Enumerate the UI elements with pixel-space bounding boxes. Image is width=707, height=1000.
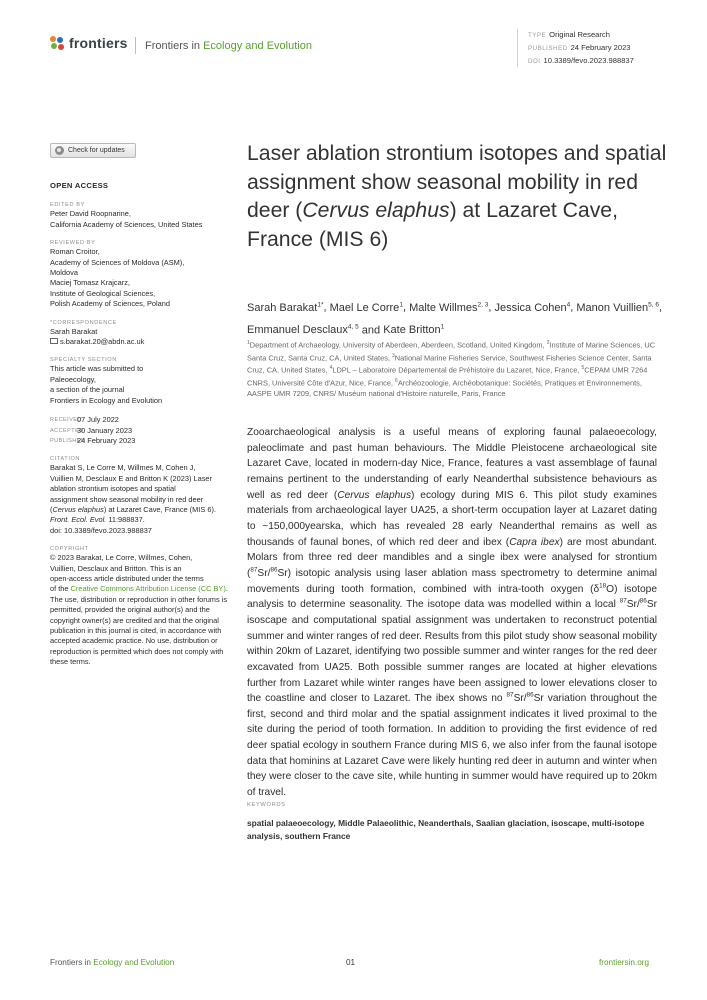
reviewer-line: Institute of Geological Sciences, bbox=[50, 288, 156, 298]
brand-name: frontiers bbox=[69, 35, 128, 51]
copyright-line: open-access article distributed under the terms bbox=[50, 573, 204, 583]
reviewer-line: Roman Croitor, bbox=[50, 247, 100, 257]
correspondence-email[interactable]: s.barakat.20@abdn.ac.uk bbox=[50, 337, 240, 347]
meta-type: TYPE Original Research bbox=[528, 30, 610, 39]
sidebar bbox=[50, 181, 240, 668]
copyright-line: © 2023 Barakat, Le Corre, Willmes, Cohen, bbox=[50, 553, 193, 563]
author[interactable]: Sarah Barakat$^{1*}$ bbox=[247, 301, 324, 314]
footer-site-link[interactable]: frontiersin.org bbox=[599, 958, 650, 967]
citation-line: Front. Ecol. Evol. 11:988837. bbox=[50, 515, 145, 525]
update-icon bbox=[55, 146, 64, 155]
page-number: 01 bbox=[346, 958, 356, 967]
affiliations: $^1$Department of Archaeology, University of Aberdeen, Aberdeen, Scotland, United Kingdom, $^2$Institute of Marine Sciences, UC Santa Cruz, Santa Cruz, CA, United States, $^3$National Marine Fisheries Service, Southwest Fisheries Science Center, Santa Cruz, CA, United States, $^4$LDPL – Laboratoire Départemental de Préhistoire du Lazaret, Nice, France, $^5$CEPAM UMR 7264 CNRS, Université Côte d'Azur, Nice, France, $^6$Archéozoologie, Archéobotanique: Sociétés, Pratiques et Environnements, AASPE UMR 7209, CNRS/ Muséum national d'Histoire naturelle, Paris, France bbox=[247, 340, 656, 398]
check-for-updates-button[interactable] bbox=[50, 143, 136, 158]
reviewer-line: Academy of Sciences of Moldova (ASM), bbox=[50, 257, 185, 267]
frontiers-logo[interactable] bbox=[50, 35, 128, 51]
edited-by-line: California Academy of Sciences, United States bbox=[50, 219, 203, 229]
reviewer-line: Polish Academy of Sciences, Poland bbox=[50, 299, 170, 309]
author[interactable]: Malte Willmes$^{2, 3}$ bbox=[409, 301, 489, 314]
meta-doi: DOI 10.3389/fevo.2023.988837 bbox=[528, 55, 634, 65]
correspondence-heading: *CORRESPONDENCE bbox=[50, 319, 117, 326]
copyright-body: of the Creative Commons Attribution License (CC BY). The use, distribution or reproduction in other forums is permitted, provided the original author(s) and the copyright owner(s) are credited and that the original publication in this journal is cited, in accordance with accepted academic practice. No use, distribution or reproduction is permitted which does not comply with these terms. bbox=[50, 584, 228, 667]
article-meta bbox=[517, 29, 634, 67]
citation-doi[interactable]: doi: 10.3389/fevo.2023.988837 bbox=[50, 525, 152, 535]
date-accepted: ACCEPTED 30 January 2023 bbox=[50, 425, 133, 435]
author[interactable]: Manon Vuillien$^{5, 6}$ bbox=[576, 301, 659, 314]
article-title: Laser ablation strontium isotopes and spatial assignment show seasonal mobility in red deer (Cervus elaphus) at Lazaret Cave, France (MIS 6) bbox=[247, 142, 667, 251]
journal-prefix: Frontiers in bbox=[145, 40, 201, 52]
citation-line: Barakat S, Le Corre M, Willmes M, Cohen J, bbox=[50, 463, 196, 473]
keywords: spatial palaeoecology, Middle Palaeolithic, Neanderthals, Saalian glaciation, isoscape, multi-isotope analysis, southern France bbox=[247, 818, 645, 842]
date-received: RECEIVED 07 July 2022 bbox=[50, 415, 119, 425]
edited-by-heading: EDITED BY bbox=[50, 202, 85, 209]
specialty-line: Frontiers in Ecology and Evolution bbox=[50, 395, 163, 405]
footer-journal[interactable]: Frontiers in Ecology and Evolution bbox=[50, 958, 175, 967]
envelope-icon bbox=[50, 338, 58, 344]
author[interactable]: Mael Le Corre$^1$ bbox=[329, 301, 403, 314]
author[interactable]: Kate Britton$^1$ bbox=[383, 323, 445, 337]
reviewer-line: Moldova bbox=[50, 268, 78, 278]
specialty-heading: SPECIALTY SECTION bbox=[50, 357, 117, 364]
reviewed-by-heading: REVIEWED BY bbox=[50, 240, 96, 247]
citation-line: ablation strontium isotopes and spatial bbox=[50, 484, 176, 494]
meta-published: PUBLISHED 24 February 2023 bbox=[528, 42, 631, 52]
journal-title[interactable] bbox=[145, 40, 312, 52]
dates-block bbox=[50, 415, 240, 446]
citation-line: Vuillien M, Desclaux E and Britton K (2023) Laser bbox=[50, 473, 212, 483]
license-link[interactable]: Creative Commons Attribution License (CC BY) bbox=[70, 584, 226, 594]
date-published: PUBLISHED 24 February 2023 bbox=[50, 435, 136, 445]
check-for-updates-label: Check for updates bbox=[68, 147, 125, 154]
citation-heading: CITATION bbox=[50, 456, 81, 463]
abstract: Zooarchaeological analysis is a useful means of exploring faunal palaeoecology, paleoclimate and past human behaviours. The Middle Pleistocene archaeological site Lazaret Cave, located in modern-day Nice, France, features a vast assemblage of faunal remains pertinent to the understanding of early Neanderthal subsistence behaviours as well as red deer (Cervus elaphus) ecology during MIS 6. This pilot study examines materials from archaeological layer UA25, a short-term occupation layer at Lazaret dating to ~150,000yearska, which has revealed 28 early Neanderthal remains as well as thousands of faunal bones, of which red deer and ibex (Capra ibex) are most abundant. Molars from three red deer mandibles and a single ibex were analysed for strontium ($^{87}$Sr/$^{86}$Sr) isotopic analysis using laser ablation mass spectrometry to determine animal movements during tooth formation, combined with intra-tooth oxygen $(\delta^{18}O)$ isotope analysis to determine seasonality. The isotope data was modelled within a local $^{87}$Sr/$^{86}$Sr isoscape and computational spatial assignment was undertaken to reconstruct potential summer and winter ranges of red deer. Results from this pilot study show seasonal mobility within 20km of Lazaret, identifying two possible summer and winter ranges for the red deer excavated from UA25. Both possible summer ranges are located at higher elevations further from Lazaret while winter ranges have been assigned to lower elevations closer to the coastline and closer to Lazaret. The ibex shows no $^{87}$Sr/$^{86}$Sr variation throughout the first, second and third molar and the spatial assignment indicates it lived proximal to the site during the period of tooth formation. In addition to providing the first evidence of red deer spatial ecology in southern France during MIS 6, we also infer from the faunal isotope data that hominins at Lazaret Cave were likely hunting red deer in autumn and winter when they were closer to the cave site, while hunting in summer would have required up to 20km of travel. bbox=[247, 427, 658, 799]
specialty-line: a section of the journal bbox=[50, 385, 125, 395]
frontiers-logo-icon bbox=[50, 36, 64, 50]
author[interactable]: Jessica Cohen$^4$ bbox=[494, 301, 571, 314]
edited-by-line: Peter David Roopnarine, bbox=[50, 209, 131, 219]
copyright-heading: COPYRIGHT bbox=[50, 546, 89, 553]
author-list: Sarah Barakat$^{1*}$, Mael Le Corre$^1$, Malte Willmes$^{2, 3}$, Jessica Cohen$^4$, Manon Vuillien$^{5, 6}$, Emmanuel Desclaux$^{4, 5}$ and Kate Britton$^1$ bbox=[247, 301, 663, 337]
journal-name: Ecology and Evolution bbox=[203, 40, 312, 52]
specialty-line: Paleoecology, bbox=[50, 374, 96, 384]
specialty-line: This article was submitted to bbox=[50, 364, 144, 374]
header-divider bbox=[135, 37, 136, 54]
citation-line: (Cervus elaphus) at Lazaret Cave, France (MIS 6). bbox=[50, 504, 216, 514]
citation-line: assignment show seasonal mobility in red deer bbox=[50, 494, 204, 504]
reviewer-line: Maciej Tomasz Krajcarz, bbox=[50, 278, 130, 288]
keywords-heading: KEYWORDS bbox=[247, 802, 286, 808]
open-access-label: OPEN ACCESS bbox=[50, 181, 109, 190]
author[interactable]: Emmanuel Desclaux$^{4, 5}$ bbox=[247, 323, 359, 337]
correspondence-name: Sarah Barakat bbox=[50, 326, 98, 336]
copyright-line: Vuillien, Desclaux and Britton. This is an bbox=[50, 563, 182, 573]
